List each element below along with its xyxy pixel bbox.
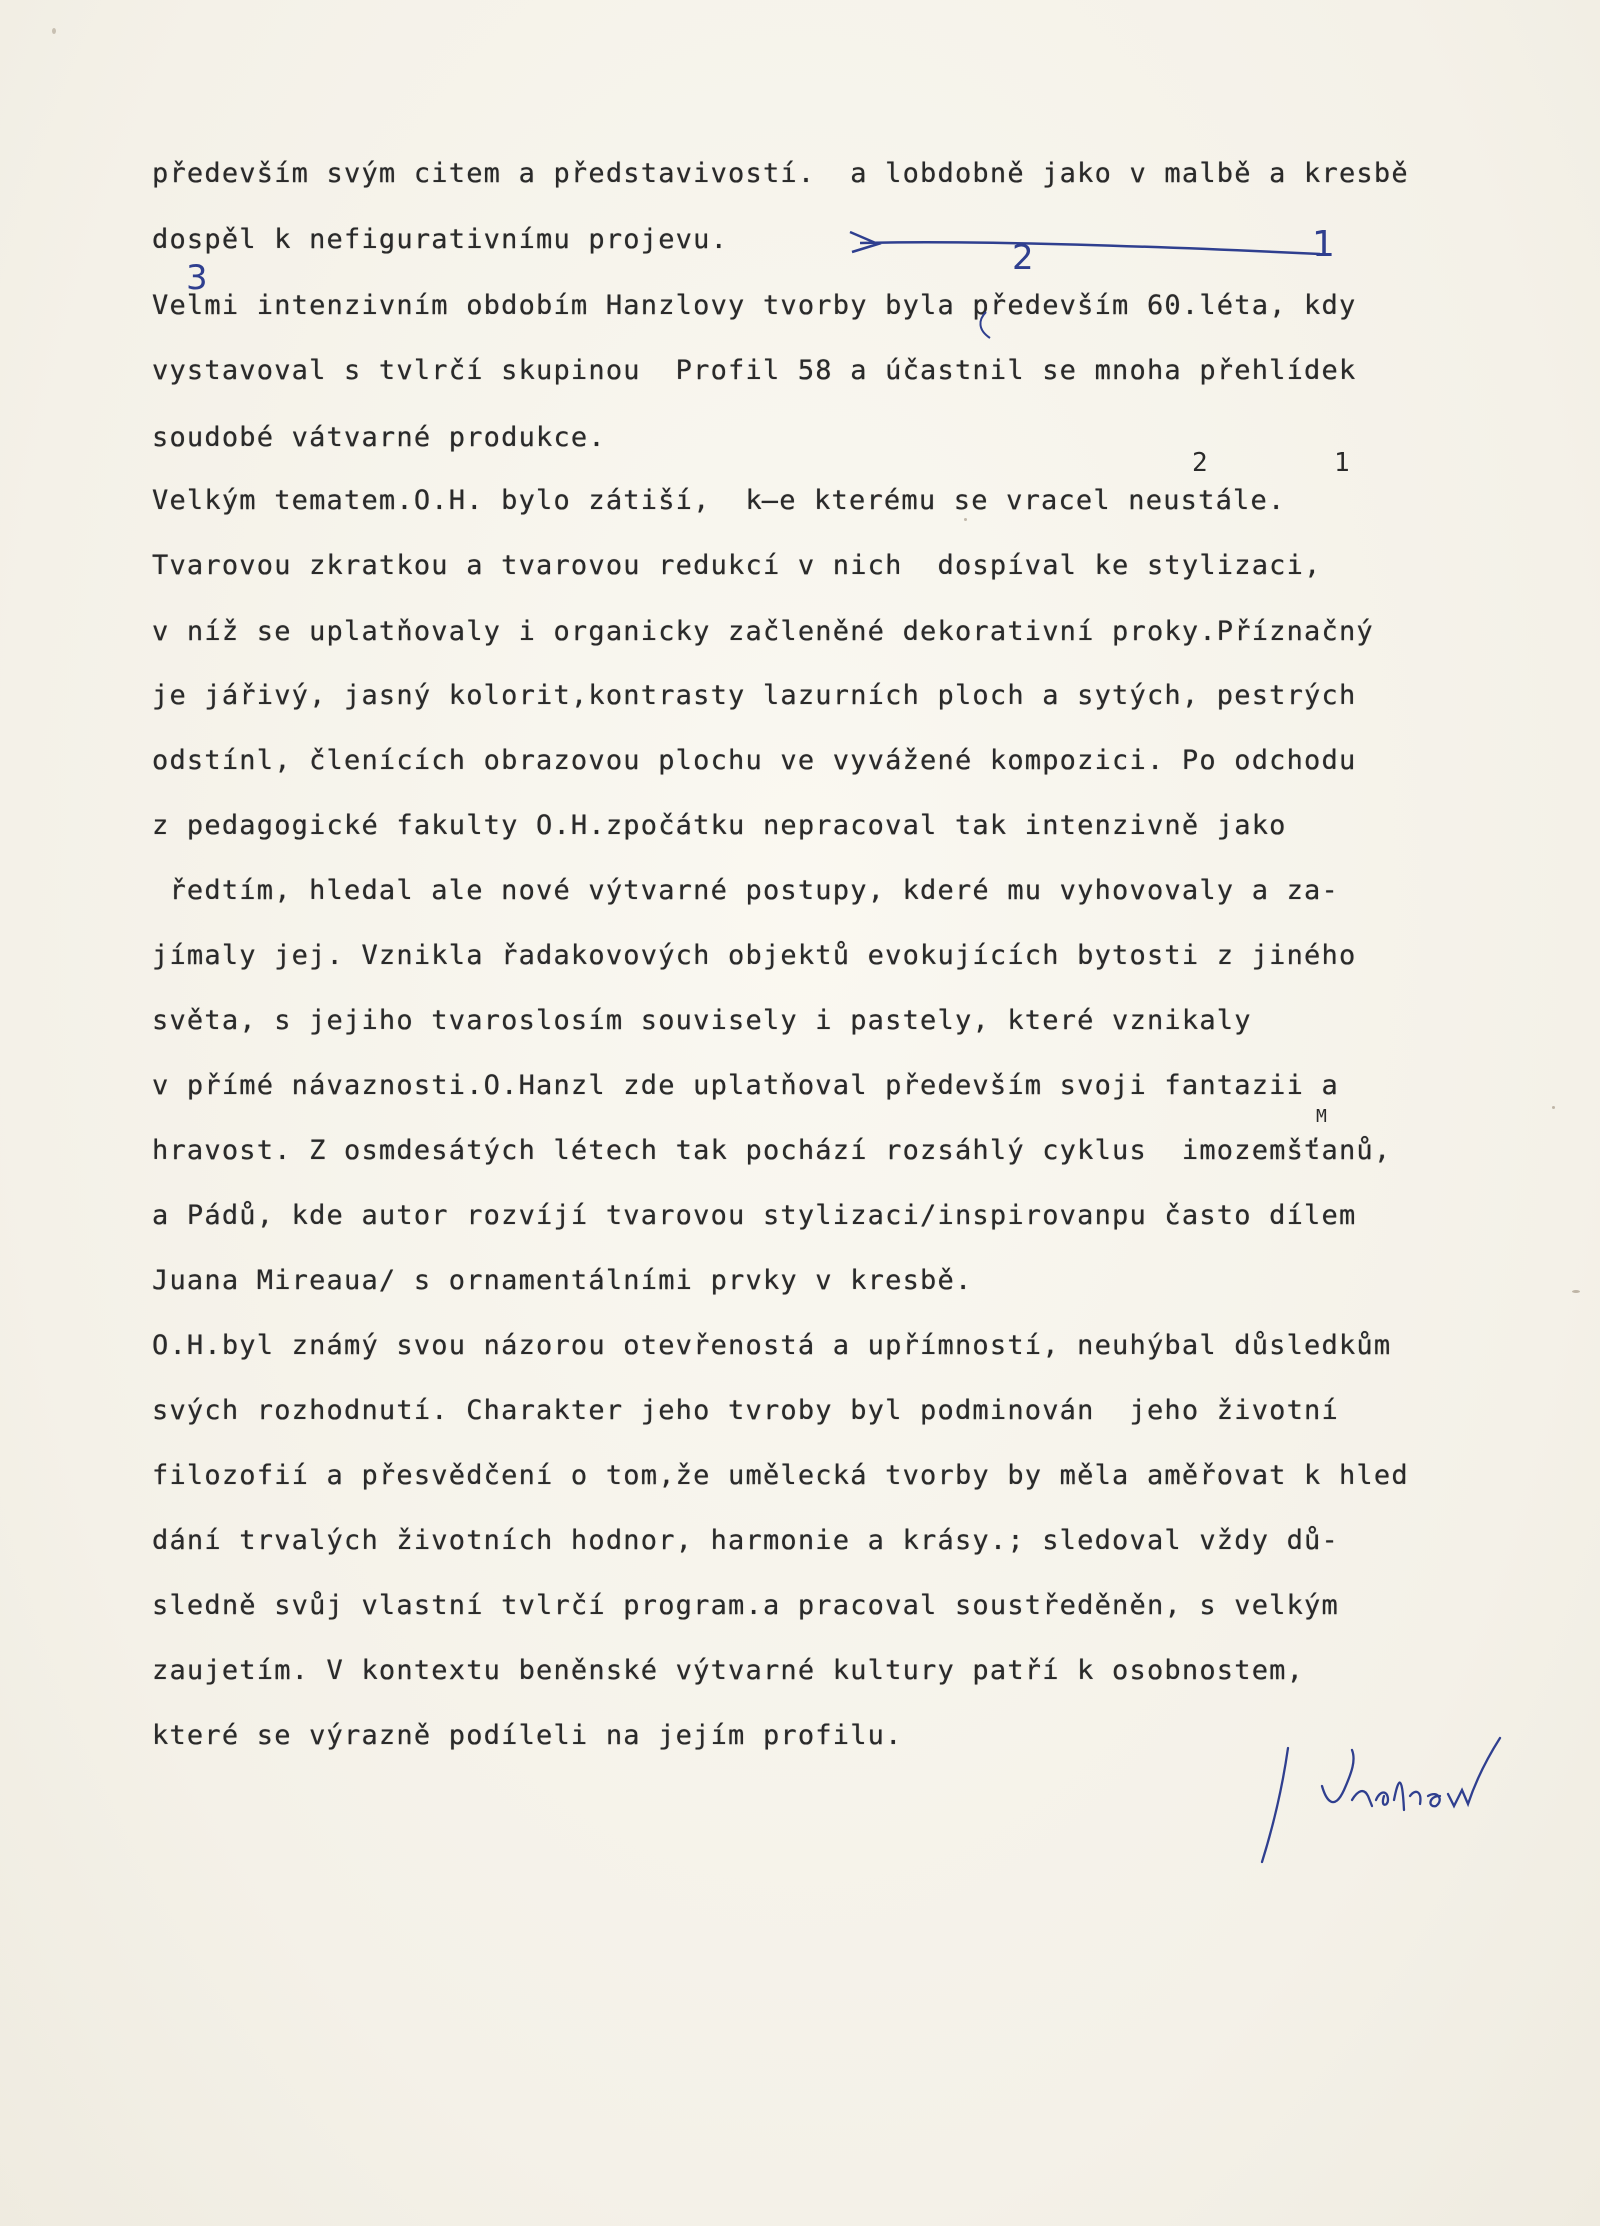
text-line: Juana Mireaua/ s ornamentálními prvky v kresbě. [152,1265,973,1296]
text-line: vystavoval s tvlrčí skupinou Profil 58 a účastnil se mnoha přehlídek [152,355,1357,386]
text-line: v níž se uplatňovaly i organicky začleněné dekorativní proky.Příznačný [152,616,1374,647]
paper-speck [52,28,56,34]
pen-mark-number: 1 [1312,224,1335,265]
text-line: z pedagogické fakulty O.H.zpočátku nepracoval tak intenzivně jako [152,810,1287,841]
pen-mark-number: 3 [186,258,208,298]
signature [1262,1738,1500,1862]
paper-speck [1552,1106,1555,1109]
text-line: filozofií a přesvědčení o tom,že umělecká tvorby by měla aměřovat k hled [152,1460,1409,1491]
text-line: Tvarovou zkratkou a tvarovou redukcí v nich dospíval ke stylizaci, [152,550,1322,581]
reorder-arrow-line [860,242,1320,254]
margin-number: 2 [1192,448,1208,478]
text-line: jímaly jej. Vznikla řadakovových objektů evokujících bytosti z jiného [152,940,1357,971]
text-line: a Pádů, kde autor rozvíjí tvarovou stylizaci/inspirovanpu často dílem [152,1200,1357,1231]
insertion-mark [980,312,990,338]
text-line: odstínl, členících obrazovou plochu ve vyvážené kompozici. Po odchodu [152,745,1357,776]
text-line: O.H.byl známý svou názorou otevřenostá a upřímností, neuhýbal důsledkům [152,1330,1392,1361]
text-line: svých rozhodnutí. Charakter jeho tvroby byl podminován jeho životní [152,1395,1339,1426]
paper-speck [964,518,967,521]
text-line: dospěl k nefigurativnímu projevu. [152,224,729,255]
text-line: ředtím, hledal ale nové výtvarné postupy, kderé mu vyhovovaly a za- [152,875,1339,906]
text-line: sledně svůj vlastní tvlrčí program.a pracoval soustředěněn, s velkým [152,1590,1339,1621]
text-line: dání trvalých životních hodnor, harmonie a krásy.; sledoval vždy dů- [152,1525,1339,1556]
pen-mark-number: 2 [1012,238,1034,278]
paper-speck [1572,1290,1580,1293]
text-line: soudobé vátvarné produkce. [152,422,606,453]
text-line: především svým citem a představivostí. a lobdobně jako v malbě a kresbě [152,158,1409,189]
text-line: hravost. Z osmdesátých létech tak pochází rozsáhlý cyklus imozemšťanů, [152,1135,1392,1166]
inserted-letter: M [1316,1106,1327,1127]
text-line: zaujetím. V kontextu beněnské výtvarné kultury patří k osobnostem, [152,1655,1305,1686]
margin-number: 1 [1334,448,1350,478]
text-line: Velmi intenzivním obdobím Hanzlovy tvorby byla především 60.léta, kdy [152,290,1357,321]
text-line: je jářivý, jasný kolorit,kontrasty lazurních ploch a sytých, pestrých [152,680,1357,711]
text-line: které se výrazně podíleli na jejím profilu. [152,1720,903,1751]
text-line: světa, s jejiho tvaroslosím souvisely i pastely, které vznikaly [152,1005,1252,1036]
text-line: Velkým tematem.O.H. bylo zátiší, k̶e kterému se vracel neustále. [152,485,1286,516]
text-line: v přímé návaznosti.O.Hanzl zde uplatňoval především svoji fantazii a [152,1070,1339,1101]
